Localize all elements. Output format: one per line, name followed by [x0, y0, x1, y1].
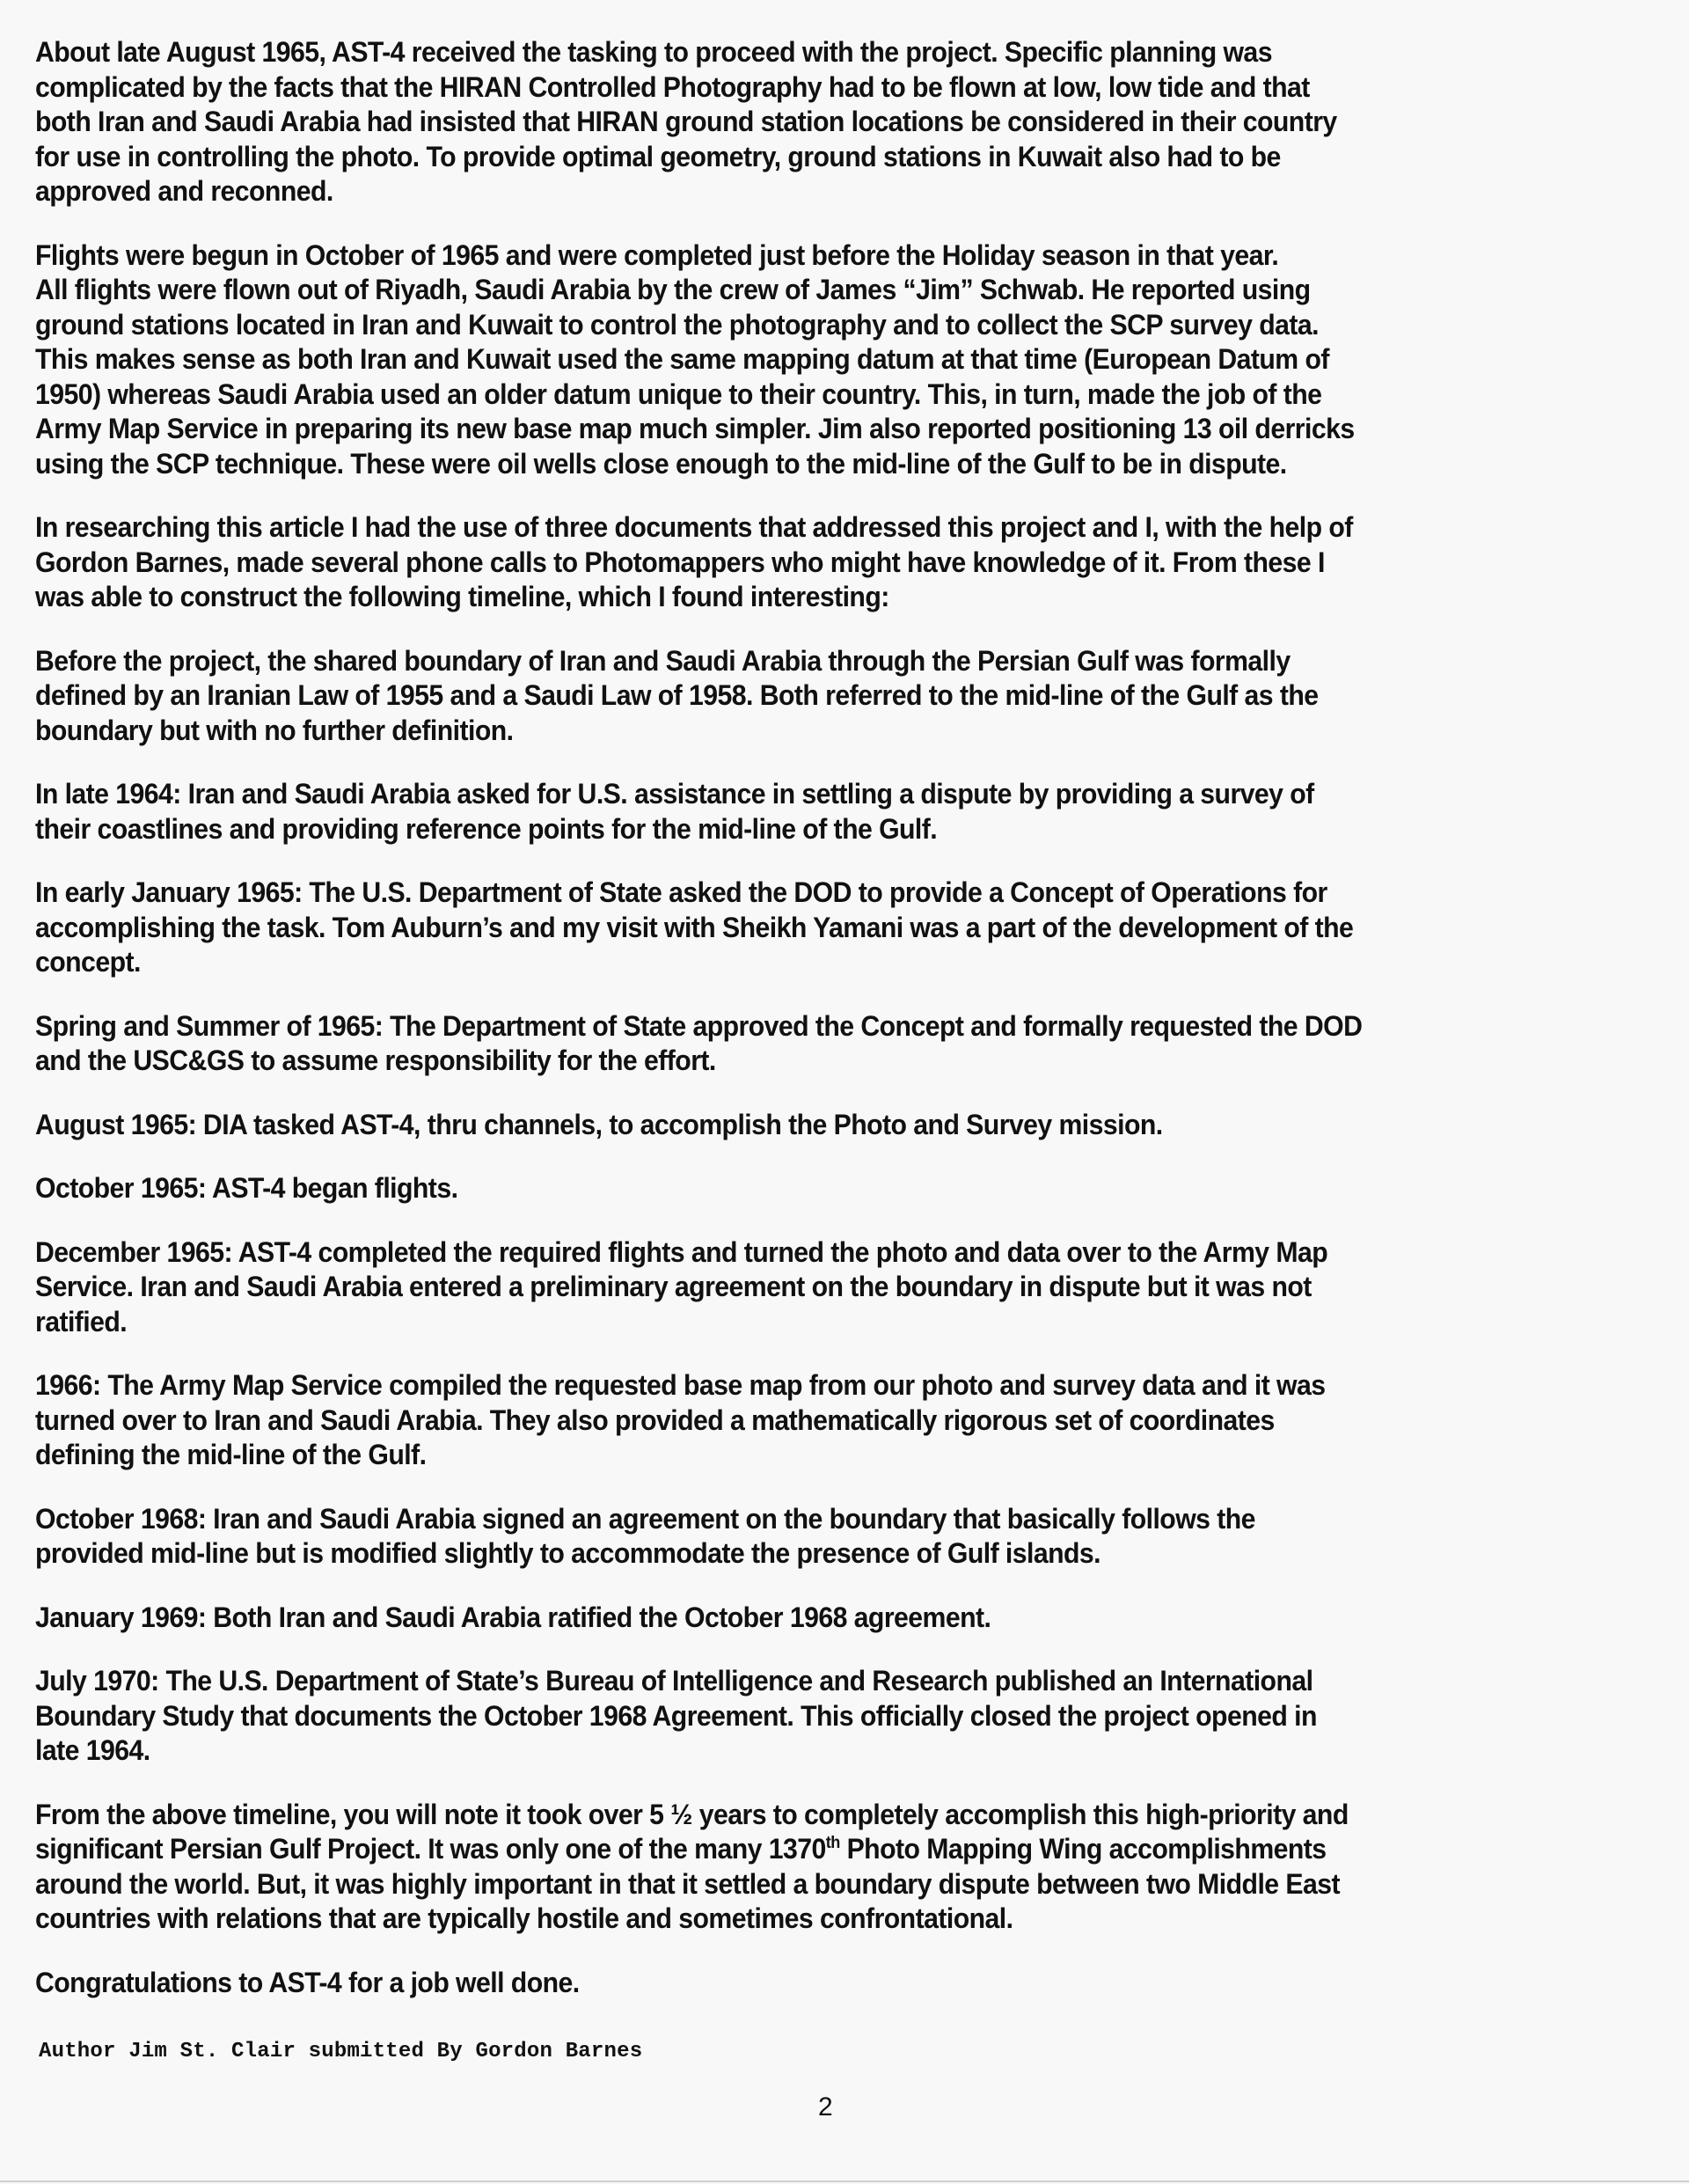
timeline-jul-1970: July 1970: The U.S. Department of State’s Bureau of Intelligence and Research published an International Boundary Study that documents the October 1968 Agreement. This officially closed the project opened in late 1964. — [35, 1665, 1317, 1766]
timeline-late-1964: In late 1964: Iran and Saudi Arabia asked for U.S. assistance in settling a dispute by providing a survey of their coastlines and providing reference points for the mid-line of the Gulf. — [35, 778, 1314, 845]
paragraph-tasking: About late August 1965, AST-4 received the tasking to proceed with the project. Specific planning was complicated by the facts that the HIRAN Controlled Photography had to be flown at low, low tide and that both Iran and Saudi Arabia had insisted that HIRAN ground station locations be considered in their country for use in controlling the photo. To provide optimal geometry, ground stations in Kuwait also had to be approved and reconned. — [35, 36, 1337, 207]
paragraph-before-project: Before the project, the shared boundary of Iran and Saudi Arabia through the Persian Gulf was formally defined by an Iranian Law of 1955 and a Saudi Law of 1958. Both referred to the mid-line of the Gulf as the boundary but with no further definition. — [35, 644, 1319, 746]
timeline-1966: 1966: The Army Map Service compiled the requested base map from our photo and survey data and it was turned over to Iran and Saudi Arabia. They also provided a mathematically rigorous set of coordinates defining the mid-line of the Gulf. — [35, 1369, 1326, 1470]
paragraph-research: In researching this article I had the use of three documents that addressed this project and I, with the help of Gordon Barnes, made several phone calls to Photomappers who might have knowledge of it. From these I was able to construct the following timeline, which I found interesting: — [35, 511, 1353, 612]
ordinal-suffix: th — [825, 1833, 840, 1853]
closing-text-part2: Photo Mapping Wing accomplishments around the world. But, it was highly important in that it settled a boundary dispute between two Middle East countries with relations that are typically hostile and sometimes confrontational. — [35, 1833, 1340, 1934]
page-number: 2 — [818, 2092, 833, 2122]
paragraph-flights: Flights were begun in October of 1965 and were completed just before the Holiday season in that year. All flights were flown out of Riyadh, Saudi Arabia by the crew of James “Jim” Schwab. He reported using ground stations located in Iran and Kuwait to control the photography and to collect the SCP survey data. This makes sense as both Iran and Kuwait used the same mapping datum at that time (European Datum of 1950) whereas Saudi Arabia used an older datum unique to their country. This, in turn, made the job of the Army Map Service in preparing its new base map much simpler. Jim also reported positioning 13 oil derricks using the SCP technique. These were oil wells close enough to the mid-line of the Gulf to be in dispute. — [35, 238, 1355, 480]
timeline-aug-1965: August 1965: DIA tasked AST-4, thru channels, to accomplish the Photo and Survey mission. — [35, 1108, 1163, 1140]
page-bottom-edge — [0, 2180, 1689, 2182]
paragraph-closing — [35, 1798, 1508, 1937]
timeline-dec-1965: December 1965: AST-4 completed the required flights and turned the photo and data over to the Army Map Service. Iran and Saudi Arabia entered a preliminary agreement on the boundary in dispute but it was not ratified. — [35, 1235, 1328, 1338]
author-line: Author Jim St. Clair submitted By Gordon Barnes — [39, 2040, 643, 2063]
paragraph-congratulations: Congratulations to AST-4 for a job well done. — [35, 1966, 580, 1998]
timeline-jan-1965: In early January 1965: The U.S. Department of State asked the DOD to provide a Concept of Operations for accomplishing the task. Tom Auburn’s and my visit with Sheikh Yamani was a part of the development of the concept. — [35, 876, 1354, 978]
document-body — [35, 35, 1508, 2029]
timeline-oct-1968: October 1968: Iran and Saudi Arabia signed an agreement on the boundary that basically follows the provided mid-line but is modified slightly to accommodate the presence of Gulf islands. — [35, 1502, 1255, 1569]
timeline-jan-1969: January 1969: Both Iran and Saudi Arabia ratified the October 1968 agreement. — [35, 1601, 991, 1633]
timeline-oct-1965: October 1965: AST-4 began flights. — [35, 1172, 458, 1204]
timeline-spring-summer-1965: Spring and Summer of 1965: The Department of State approved the Concept and formally requested the DOD and the USC&GS to assume responsibility for the effort. — [35, 1009, 1363, 1076]
closing-text-part1: From the above timeline, you will note it took over 5 ½ years to completely accomplish this high-priority and significant Persian Gulf Project. It was only one of the many 1370 — [35, 1798, 1349, 1865]
